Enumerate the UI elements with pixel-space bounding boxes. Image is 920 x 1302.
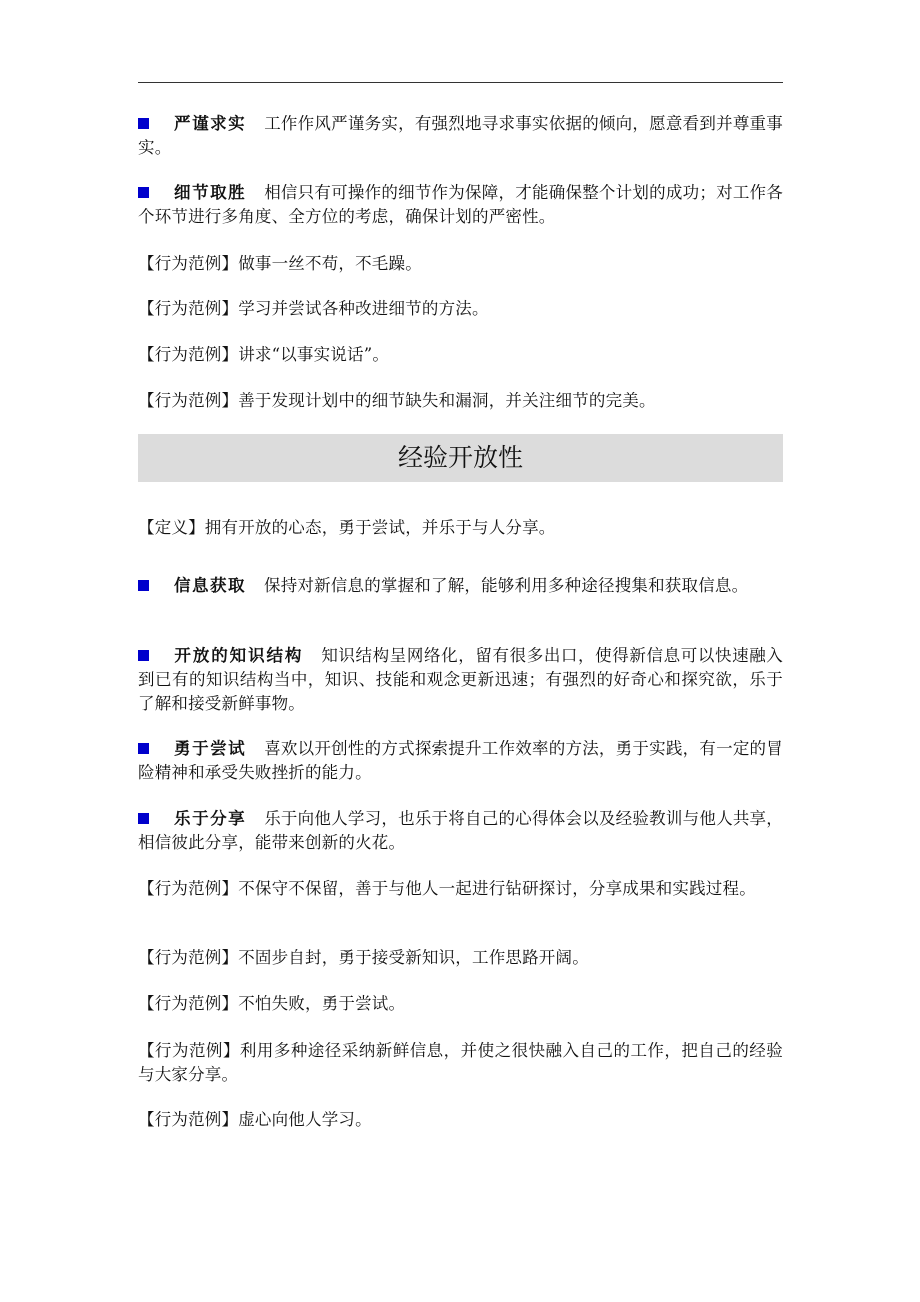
bullet-term: 开放的知识结构 xyxy=(174,646,304,665)
behavior-example: 【行为范例】利用多种途径采纳新鲜信息，并使之很快融入自己的工作，把自己的经验与大家分享。 xyxy=(138,1041,783,1084)
behavior-example: 【行为范例】讲求“以事实说话”。 xyxy=(138,345,390,364)
bullet-text: 工作作风严谨务实，有强烈地寻求事实依据的倾向，愿意看到并尊重事实。 xyxy=(138,114,783,157)
behavior-example: 【行为范例】学习并尝试各种改进细节的方法。 xyxy=(138,299,489,318)
bullet-text: 相信只有可操作的细节作为保障，才能确保整个计划的成功；对工作各个环节进行多角度、全方位的考虑，确保计划的严密性。 xyxy=(138,183,783,226)
square-bullet-icon xyxy=(138,118,149,129)
bullet-term: 细节取胜 xyxy=(174,183,247,202)
bullet-item xyxy=(138,112,783,160)
square-bullet-icon xyxy=(138,580,149,591)
bullet-term: 勇于尝试 xyxy=(174,739,247,758)
bullet-item xyxy=(138,737,783,785)
bullet-item xyxy=(138,181,783,229)
bullet-term: 严谨求实 xyxy=(174,114,247,133)
bullet-text: 知识结构呈网络化，留有很多出口，使得新信息可以快速融入到已有的知识结构当中，知识、技能和观念更新迅速；有强烈的好奇心和探究欲，乐于了解和接受新鲜事物。 xyxy=(138,646,784,713)
section-heading: 经验开放性 xyxy=(138,434,783,482)
bullet-term: 乐于分享 xyxy=(174,809,247,828)
square-bullet-icon xyxy=(138,650,149,661)
behavior-example: 【行为范例】善于发现计划中的细节缺失和漏洞，并关注细节的完美。 xyxy=(138,391,656,410)
bullet-item xyxy=(138,644,783,716)
behavior-example: 【行为范例】不怕失败，勇于尝试。 xyxy=(138,994,406,1013)
bullet-item xyxy=(138,574,783,598)
header-rule xyxy=(138,82,783,83)
square-bullet-icon xyxy=(138,743,149,754)
section-definition: 【定义】拥有开放的心态，勇于尝试，并乐于与人分享。 xyxy=(138,518,556,537)
bullet-text: 喜欢以开创性的方式探索提升工作效率的方法，勇于实践，有一定的冒险精神和承受失败挫折的能力。 xyxy=(138,739,783,782)
behavior-example: 【行为范例】不固步自封，勇于接受新知识，工作思路开阔。 xyxy=(138,948,589,967)
behavior-example: 【行为范例】虚心向他人学习。 xyxy=(138,1110,372,1129)
behavior-example: 【行为范例】做事一丝不苟，不毛躁。 xyxy=(138,254,422,273)
bullet-term: 信息获取 xyxy=(174,576,246,595)
square-bullet-icon xyxy=(138,813,149,824)
bullet-text: 保持对新信息的掌握和了解，能够利用多种途径搜集和获取信息。 xyxy=(264,576,749,595)
square-bullet-icon xyxy=(138,187,149,198)
bullet-text: 乐于向他人学习，也乐于将自己的心得体会以及经验教训与他人共享，相信彼此分享，能带来创新的火花。 xyxy=(138,809,783,852)
behavior-example: 【行为范例】不保守不保留，善于与他人一起进行钻研探讨，分享成果和实践过程。 xyxy=(138,879,756,898)
bullet-item xyxy=(138,807,783,855)
